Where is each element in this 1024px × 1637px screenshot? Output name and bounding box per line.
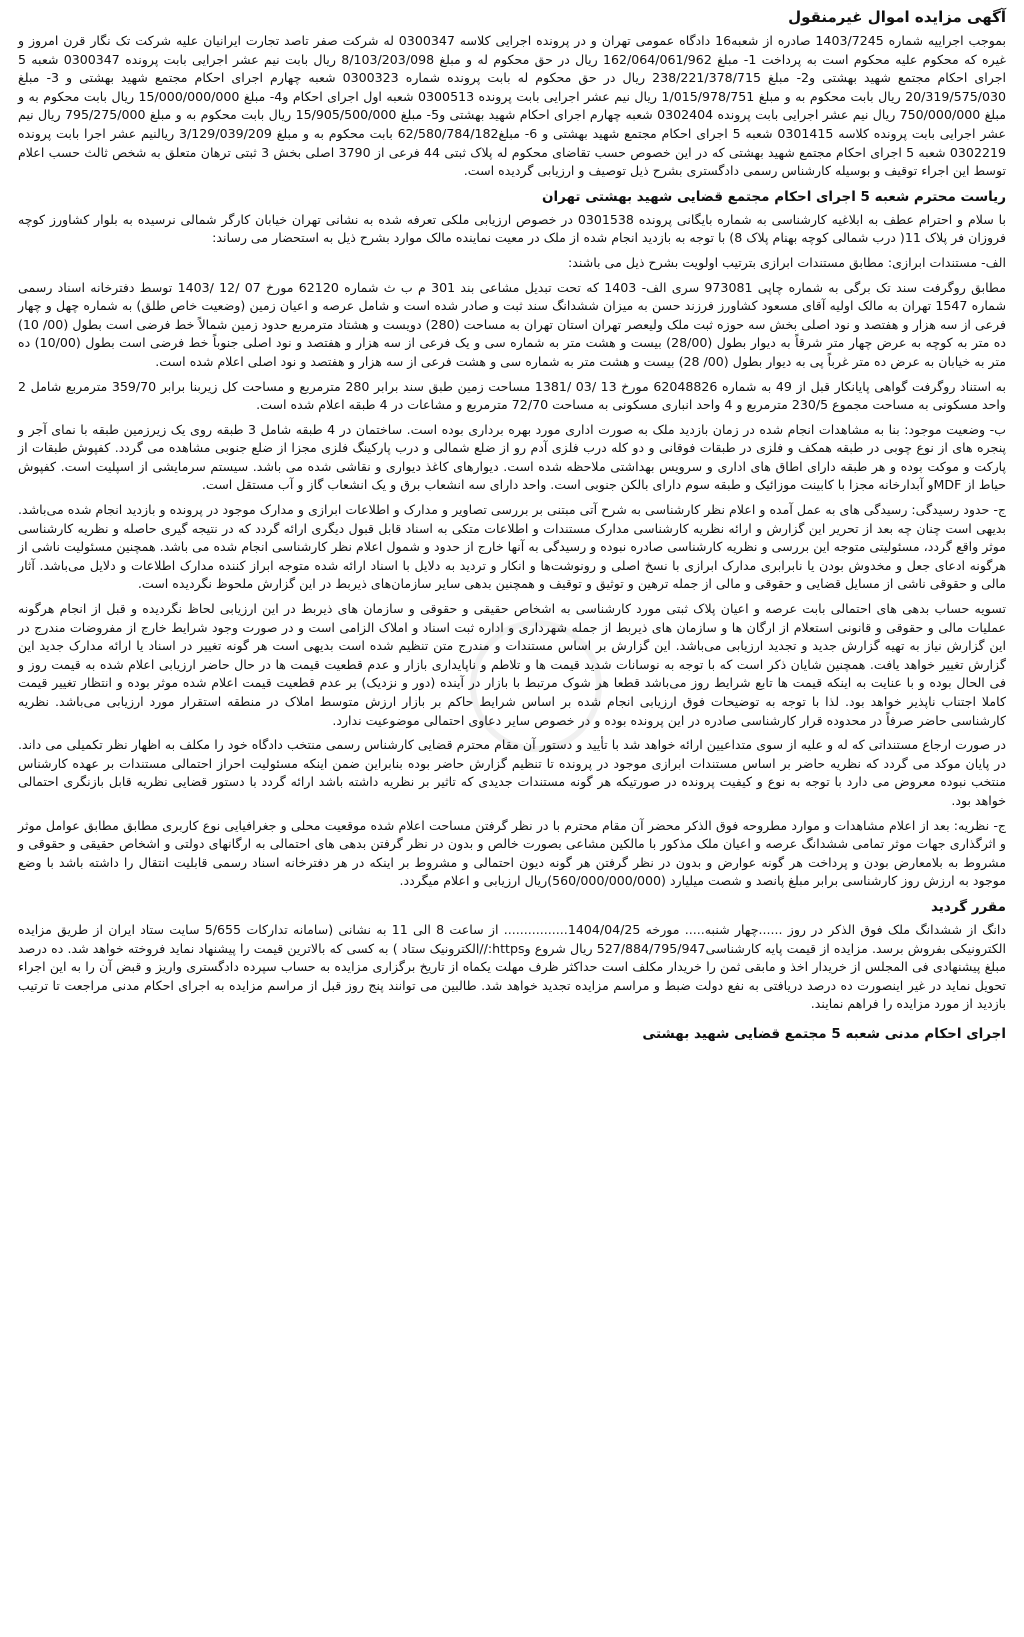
section-a-deed-paragraph: مطابق روگرفت سند تک برگی به شماره چاپی 973081 سری الف- 1403 که تحت تبدیل مشاعی بند 301 م ب ث شماره 62120 مورخ 07 /12 /1403 توسط دفترخانه اسناد رسمی شماره 1547 تهران به مالک اولیه آقای مسعود کشاورز فرزند حسن به میزان ششدانگ سند ثبت و صادر شده است و شامل عرصه و اعیان زمین (وضعیت خاص طلق) به شماره چهل و چهار فرعی از سه هزار و هفتصد و نود اصلی بخش سه حوزه ثبت ملک ولیعصر تهران استان تهران به مساحت (280) دویست و هشتاد مترمربع حدود زمین شمالاً خط فرضی است بطول (00/ 10) ده متر به کوچه به عرض چهار متر شرقاً به دیوار بطول (28/00) بیست و هشت متر به شماره سی و یک فرعی از سه هزار و هفتصد و نود اصلی جنوباً خط فرضی است بطول (10/00) ده متر به خیابان به عرض ده متر غرباً پی به دیوار بطول (00/ 28) بیست و هشت متر به شماره سی و هشت فرعی از سه هزار و هفتصد و نود اصلی اعلام شده است. [18, 279, 1007, 369]
section-d-opinion-paragraph: ج- نظریه: بعد از اعلام مشاهدات و موارد مطروحه فوق الذکر محضر آن مقام محترم با در نظر گرفتن مساحت اعلام شده موقعیت محلی و جغرافیایی نوع کاربری مطابق مطابق عوامل موثر و اثرگذاری جهات موثر تمامی ششدانگ عرصه و اعیان ملک مذکور با مالکین مشاعی بصورت خالص و بدون در نظر گرفتن بدهی های احتمالی به ارگانهای دولتی و اشخاص حقیقی و حقوقی و مشروط به بلامعارض بودن و پرداخت هر گونه عوارض و بدون در نظر گرفتن هر گونه دیون احتمالی و مشروط بر اینکه در هر دفترخانه اسناد رسمی قابلیت انتقال را داشته باشد با وضع موجود به ارزش روز کارشناسی برابر مبلغ پانصد و شصت میلیارد (560/000/000/000)ریال ارزیابی و اعلام میگردد. [18, 817, 1006, 889]
notice-title: آگهی مزایده اموال غیرمنقول [788, 8, 1006, 26]
decided-heading: مقرر گردید [931, 898, 1006, 915]
greeting-paragraph: با سلام و احترام عطف به ابلاغیه کارشناسی به شماره بایگانی پرونده 0301538 در خصوص ارزیابی ملکی تعرفه شده به نشانی تهران خیابان کارگر شمالی نرسیده به بلوار کشاورز کوچه فروزان فر پلاک 11( درب شمالی کوچه بهنام پلاک 8) با توجه به بازدید انجام شده از ملک در معیت نماینده مالک موارد بشرح ذیل به استحضار می رساند: [18, 211, 1006, 246]
settlement-paragraph: تسویه حساب بدهی های احتمالی بابت عرصه و اعیان پلاک ثبتی مورد کارشناسی به اشخاص حقیقی و حقوقی و سازمان های ذیربط در این ارزیابی لحاظ نگردیده و قبل از انجام هرگونه عملیات مالی و حقوقی و قانونی استعلام از ارگان ها و سازمان های ذیربط از جمله شهرداری و اداره ثبت اسناد و املاک الزامی است و در صورت وجود شرایط خارج از مفروضات مندرج در این گزارش نیاز به تهیه گزارش جدید و تجدید ارزیابی می‌باشد. این گزارش بر اساس مستندات و مندرج متن تنظیم شده است بدیهی است هر گونه تغییر در اسناد یا ارائه مدارک جدید این گزارش تغییر خواهد یافت. همچنین شایان ذکر است که با توجه به نوسانات شدید قیمت ها و تلاطم و ناپایداری بازار و عدم قطعیت قیمت ها در حال حاضر ارزیابی اعلام شده به قیمت روز و فی الحال بوده و با عنایت به اینکه قیمت ها تابع شرایط روز می‌باشد قطعا هر شوک مرتبط با بازار در آینده (دور و نزدیک) بر عدم قطعیت قیمت اعلام شده موثر بوده و انتظار تغییر قیمت کاملا اجتناب ناپذیر خواهد بود. لذا با توجه به توضیحات فوق ارزیابی انجام شده بر اساس شرایط حاکم بر بازار ارزش متوسط املاک در منطقه استقرار مورد ارزیابی می‌باشد. نظریه کارشناسی حاضر صرفاً در محدوده قرار کارشناسی صادره در این پرونده بوده و در خصوص سایر دعاوی احتمالی موضوعیت ندارد. [18, 601, 1006, 728]
section-a-certificate-paragraph: به استناد روگرفت گواهی پایانکار قبل از 49 به شماره 62048826 مورخ 13 /03 /1381 مساحت زمین طبق سند برابر 280 مترمربع و مساحت کل زیربنا برابر 359/70 مترمربع شامل 2 واحد مسکونی به مساحت مجموع 230/5 مترمربع و 4 واحد انباری مسکونی به مساحت 72/70 مترمربع و مشاعات در 4 طبقه اعلام شده است. [18, 378, 1007, 413]
section-c-scope-paragraph: ج- حدود رسیدگی: رسیدگی های به عمل آمده و اعلام نظر کارشناسی به شرح آتی مبتنی بر بررسی تصاویر و مدارک و اطلاعات ابرازی و مدارک موجود در پرونده و بازدید انجام شده می‌باشد. بدیهی است چنان چه بعد از تحریر این گزارش و ارائه نظریه کارشناسی مدارک مستندات و اطلاعات متکی به اسناد قابل قبول دیگری ارائه گردد که در نتیجه گیری حاصله و نظریه کارشناسی موثر واقع گردد، مسئولیتی متوجه این بررسی و نظریه کارشناسی صادره نبوده و رسیدگی به آنها خارج از حدود و شمول اعلام نظر کارشناسی انجام شده می باشد. همچنین مسئولیت ناشی از هرگونه ادعای جعل و مخدوش بودن یا نابرابری مدارک ابرازی با نسخ اصلی و رونوشت‌ها و انکار و تردید به دلایل با اسناد ارائه شده متوجه ابراز کننده مدارک اطلاعات و دلایل می‌باشد. آثار مالی و حقوقی ناشی از مسایل قضایی و حقوقی و مالی از جمله ترهین و توثیق و توقیف و همچنین بدهی سایر سازمان‌های ذیربط در این گزارش ملحوظ نگردیده است. [18, 502, 1006, 592]
auction-paragraph: دانگ از ششدانگ ملک فوق الذکر در روز ......چهار شنبه..... مورخه 1404/04/25................ از ساعت 8 الی 11 به نشانی (سامانه تدارکات 5/655 سایت ستاد ایران از طریق مزایده الکترونیکی بفروش برسد. مزایده از قیمت پایه کارشناسی527/884/795/947 ریال شروع وhttps://الکترونیک ستاد ) به کسی که بالاترین قیمت را پیشنهاد نماید فروخته خواهد شد. ده درصد مبلغ پیشنهادی فی المجلس از خریدار اخذ و مابقی ثمن را خریدار مکلف است حداکثر ظرف مهلت یکماه از تاریخ برگزاری مزایده به حساب سپرده دادگستری واریز و قبض آن را به این اجراء تحویل نماید در غیر اینصورت ده درصد دریافتی به نفع دولت ضبط و مراسم مزایده تجدید خواهد شد. طالبین می توانند پنج روز قبل از مراسم مزایده به اجرای احکام مدنی مراجعت تا ترتیب بازدید از مورد مزایده را فراهم نمایند. [18, 921, 1006, 1012]
reference-paragraph: در صورت ارجاع مستنداتی که له و علیه از سوی متداعیین ارائه خواهد شد با تأیید و دستور آن مقام محترم قضایی کارشناس رسمی منتخب دادگاه خود را مکلف به اظهار نظر تکمیلی می داند. در پایان موکد می گردد که نظریه حاضر بر اساس مستندات ابرازی موجود در پرونده تا تنظیم گزارش حاضر بوده بنابراین ضمن اینکه مسئولیت احراز احتمالی مستندات بر عهده کارشناس منتخب نبوده معروض می دارد با توجه به نوع و کیفیت پرونده در صورتیکه هر گونه مستندات جدیدی که تاثیر بر نظریه داشته باشد ارائه گردد با دستور قضایی نظریه قابل بازنگری احتمالی خواهد بود. [18, 737, 1006, 808]
intro-paragraph: بموجب اجراییه شماره 1403/7245 صادره از شعبه16 دادگاه عمومی تهران و در پرونده اجرایی کلاسه 0300347 له شرکت صفر تاصد تجارت ایرانیان علیه شرکت تک نگار قرن امروز و غیره که محکوم علیه محکوم است به پرداخت 1- مبلغ 162/064/061/962 ریال در حق محکوم له و مبلغ 8/103/203/098 ریال بابت نیم عشر اجرایی بابت پرونده 0300347 شعبه 5 اجرای احکام مجتمع شهید بهشتی و2- مبلغ 238/221/378/715 ریال در حق محکوم له بابت پرونده شماره 0300323 شعبه چهارم اجرای احکام مجتمع شهید بهشتی و 3- مبلغ 20/319/575/030 ریال بابت محکوم به و مبلغ 1/015/978/751 ریال نیم عشر اجرایی بابت پرونده 0300513 شعبه اول اجرای احکام و4- مبلغ 15/000/000/000 ریال بابت محکوم به و مبلغ 750/000/000 ریال نیم عشر اجرایی بابت پرونده 0302404 شعبه چهارم اجرای احکام شهید بهشتی و5- مبلغ 15/905/500/000 ریال بابت محکوم به و مبلغ 795/275/000 ریال نیم عشر اجرایی بابت پرونده کلاسه 0301415 شعبه 5 اجرای احکام مجتمع شهید بهشتی و 6- مبلغ62/580/784/182 بابت محکوم به و مبلغ 3/129/039/209 ریالنیم عشر اجرا بابت پرونده 0302219 شعبه 5 اجرای احکام مجتمع شهید بهشتی که در این خصوص حسب تقاضای محکوم له پلاک ثبتی 44 فرعی از 3790 اصلی بخش 3 ثبتی ترهان متعلق به شخص ثالث حسب اعلام توسط این اجراء توقیف و بوسیله کارشناس رسمی دادگستری بشرح ذیل توصیف و ارزیابی گردیده است. [18, 33, 1007, 179]
section-a-heading: الف- مستندات ابرازی: مطابق مستندات ابرازی بترتیب اولویت بشرح ذیل می باشند: [568, 254, 1006, 270]
section-b-status-paragraph: ب- وضعیت موجود: بنا به مشاهدات انجام شده در زمان بازدید ملک به صورت اداری مورد بهره برداری بوده است. ساختمان در 4 طبقه شامل 3 طبقه روی یک زیرزمین طبقه با نمای آجر و پنجره های از نوع چوبی در طبقه همکف و فلزی در طبقات فوقانی و دو کله درب فلزی آدم رو از ضلع شمالی و درب پارکینگ فلزی مجزا از ضلع جنوبی مشاهده می گردد. کفپوش طبقات از پارکت و موکت بوده و هر طبقه دارای اطاق های اداری و سرویس بهداشتی ملاحظه شده است. دیوارهای کاغذ دیواری و نقاشی شده می باشد. سیستم سرمایشی از اسپلیت است. کفپوش حیاط از MDFو آبدارخانه مجزا با کابینت موزائیک و طبقه سوم دارای بالکن جنوبی است. واحد دارای سه انشعاب برق و یک انشعاب گاز و آب مستقل است. [18, 421, 1007, 493]
signature-line: اجرای احکام مدنی شعبه 5 مجتمع قضایی شهید بهشتی [642, 1025, 1006, 1042]
addressee-heading: ریاست محترم شعبه 5 اجرای احکام مجتمع قضایی شهید بهشتی تهران [541, 188, 1006, 205]
